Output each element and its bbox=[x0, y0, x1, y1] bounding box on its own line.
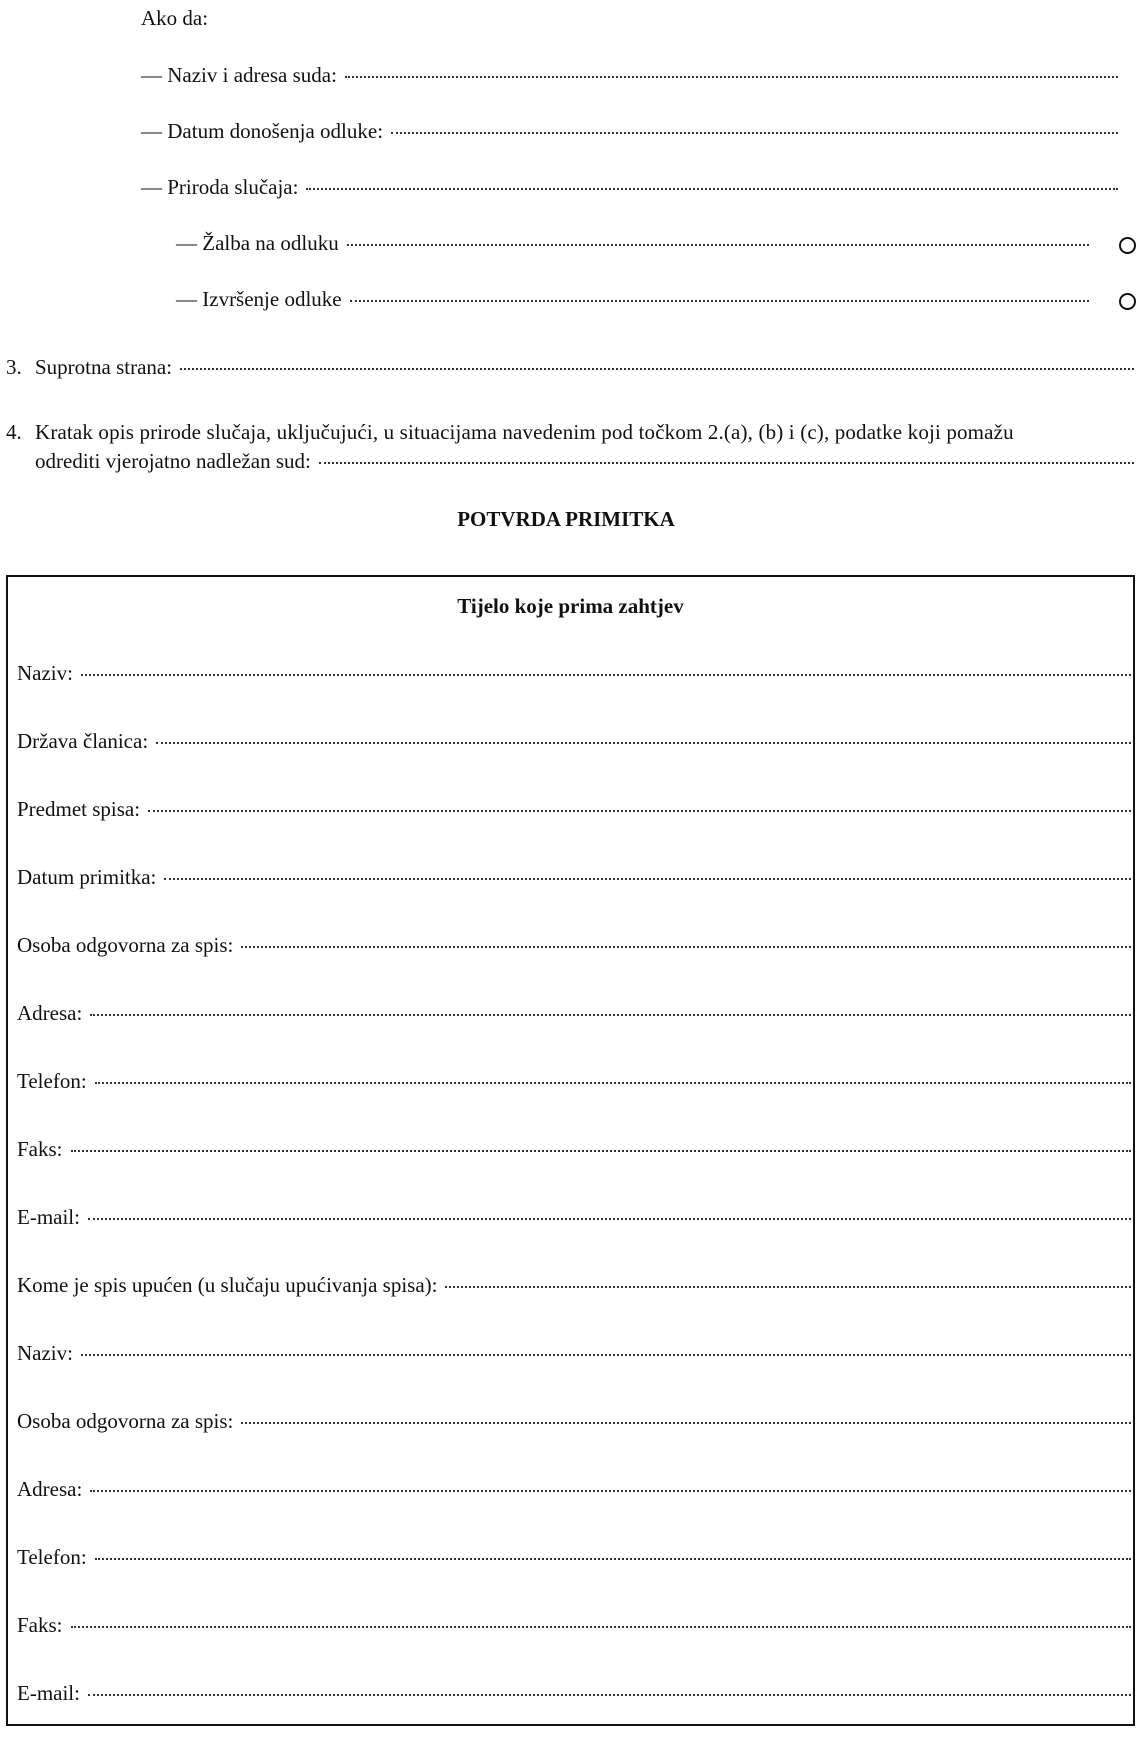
court-name-address-field[interactable]: — Naziv i adresa suda: bbox=[141, 63, 1118, 88]
opposing-party-field[interactable]: 3. Suprotna strana: bbox=[6, 355, 1134, 380]
referred-fax-field[interactable]: Faks: bbox=[17, 1613, 1131, 1638]
receiving-body-box bbox=[6, 575, 1135, 1726]
box-heading: Tijelo koje prima zahtjev bbox=[457, 594, 684, 618]
appeal-option: — Žalba na odluku bbox=[176, 231, 1089, 256]
member-state-field[interactable]: Država članica: bbox=[17, 729, 1131, 754]
appeal-radio[interactable] bbox=[1119, 237, 1136, 254]
responsible-person-field[interactable]: Osoba odgovorna za spis: bbox=[17, 933, 1131, 958]
case-subject-field[interactable]: Predmet spisa: bbox=[17, 797, 1131, 822]
case-description-field[interactable]: 4. Kratak opis prirode slučaja, uključujući, u situacijama navedenim pod točkom 2.(a), (b) i (c), podatke koji pomažu odrediti vjerojatno nadležan sud: bbox=[6, 418, 1134, 476]
receipt-title: POTVRDA PRIMITKA bbox=[457, 507, 675, 531]
name-field[interactable]: Naziv: bbox=[17, 661, 1131, 686]
referred-email-field[interactable]: E-mail: bbox=[17, 1681, 1131, 1706]
intro-text: Ako da: bbox=[141, 6, 209, 30]
telephone-field[interactable]: Telefon: bbox=[17, 1069, 1131, 1094]
receipt-date-field[interactable]: Datum primitka: bbox=[17, 865, 1131, 890]
referred-telephone-field[interactable]: Telefon: bbox=[17, 1545, 1131, 1570]
case-nature-field[interactable]: — Priroda slučaja: bbox=[141, 175, 1118, 200]
referred-name-field[interactable]: Naziv: bbox=[17, 1341, 1131, 1366]
decision-date-field[interactable]: — Datum donošenja odluke: bbox=[141, 119, 1118, 144]
referred-address-field[interactable]: Adresa: bbox=[17, 1477, 1131, 1502]
fax-field[interactable]: Faks: bbox=[17, 1137, 1131, 1162]
enforcement-radio[interactable] bbox=[1119, 293, 1136, 310]
address-field[interactable]: Adresa: bbox=[17, 1001, 1131, 1026]
referred-to-field[interactable]: Kome je spis upućen (u slučaju upućivanja spisa): bbox=[17, 1273, 1131, 1298]
email-field[interactable]: E-mail: bbox=[17, 1205, 1131, 1230]
referred-responsible-person-field[interactable]: Osoba odgovorna za spis: bbox=[17, 1409, 1131, 1434]
enforcement-option: — Izvršenje odluke bbox=[176, 287, 1089, 312]
